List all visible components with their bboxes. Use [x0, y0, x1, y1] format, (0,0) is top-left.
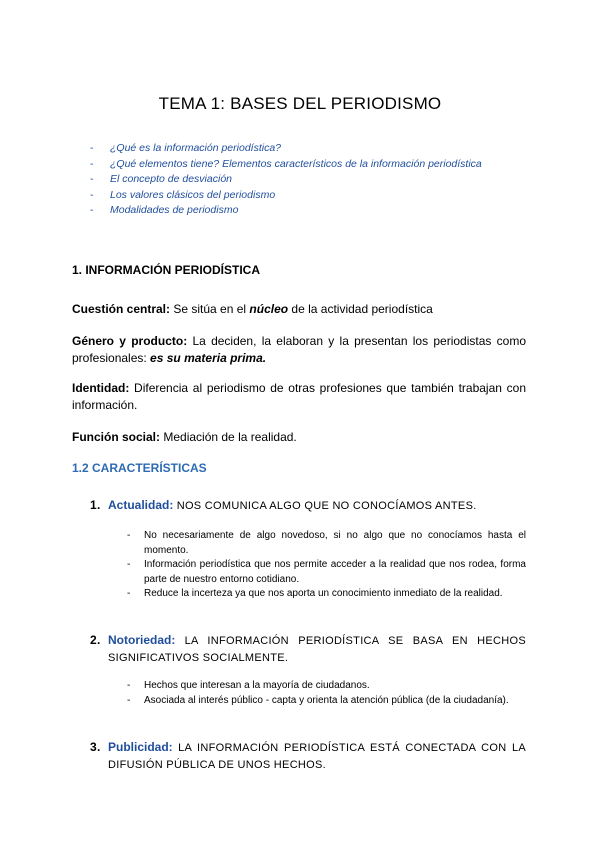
- text: Mediación de la realidad.: [160, 430, 297, 444]
- item-text: NOS COMUNICA ALGO QUE NO CONOCÍAMOS ANTES.: [173, 500, 477, 512]
- table-of-contents: [90, 141, 510, 219]
- emphasis-nucleo: núcleo: [249, 302, 289, 316]
- item-text: LA INFORMACIÓN PERIODÍSTICA ESTÁ CONECTADA CON LA DIFUSIÓN PÚBLICA DE UNOS HECHOS.: [108, 742, 526, 771]
- keyword-notoriedad: Notoriedad:: [108, 633, 176, 647]
- text: Diferencia al periodismo de otras profesiones que también trabajan con información.: [72, 381, 526, 412]
- section-heading-caracteristicas: 1.2 CARACTERÍSTICAS: [72, 461, 207, 475]
- list-item: - Información periodística que nos permite acceder a la realidad que nos rodea, forma parte de nuestro entorno cotidiano.: [127, 558, 526, 587]
- toc-item: - Modalidades de periodismo: [90, 203, 510, 218]
- item-number: 3.: [90, 740, 101, 754]
- toc-item: - Los valores clásicos del periodismo: [90, 188, 510, 203]
- list-item: - Asociada al interés público - capta y orienta la atención pública (de la ciudadanía).: [127, 694, 526, 709]
- label-identidad: Identidad:: [72, 381, 130, 395]
- text: Se sitúa en el: [170, 302, 250, 316]
- toc-item: - ¿Qué es la información periodística?: [90, 141, 510, 156]
- text: La deciden, la elaboran y la presentan los periodistas como profesionales:: [72, 334, 527, 365]
- page-title: TEMA 1: BASES DEL PERIODISMO: [158, 94, 442, 113]
- keyword-publicidad: Publicidad:: [108, 740, 173, 754]
- item-number: 1.: [90, 498, 101, 512]
- item-text: LA INFORMACIÓN PERIODÍSTICA SE BASA EN HECHOS SIGNIFICATIVOS SOCIALMENTE.: [108, 635, 526, 664]
- sublist-notoriedad: [127, 679, 526, 708]
- paragraph-genero-producto: [72, 333, 526, 366]
- list-item-publicidad: [90, 739, 526, 773]
- list-item: - No necesariamente de algo novedoso, si no algo que no conocíamos hasta el momento.: [127, 529, 526, 558]
- keyword-actualidad: Actualidad:: [108, 498, 174, 512]
- paragraph-cuestion-central: [72, 301, 526, 318]
- paragraph-identidad: [72, 380, 526, 413]
- label-funcion: Función social:: [72, 430, 161, 444]
- list-item-notoriedad: [90, 632, 526, 666]
- item-number: 2.: [90, 633, 101, 647]
- label-genero: Género y producto:: [72, 334, 188, 348]
- list-item: - Hechos que interesan a la mayoría de ciudadanos.: [127, 679, 526, 694]
- list-item: - Reduce la incerteza ya que nos aporta un conocimiento inmediato de la realidad.: [127, 587, 526, 602]
- section-heading-informacion: 1. INFORMACIÓN PERIODÍSTICA: [72, 263, 261, 277]
- list-item-actualidad: [90, 497, 526, 515]
- text: de la actividad periodística: [288, 302, 433, 316]
- toc-item: - ¿Qué elementos tiene? Elementos característicos de la información periodística: [90, 157, 510, 172]
- toc-item: - El concepto de desviación: [90, 172, 510, 187]
- paragraph-funcion-social: [72, 429, 526, 446]
- emphasis-materia-prima: es su materia prima.: [150, 350, 267, 365]
- label-cuestion: Cuestión central:: [72, 302, 171, 316]
- sublist-actualidad: [127, 529, 526, 602]
